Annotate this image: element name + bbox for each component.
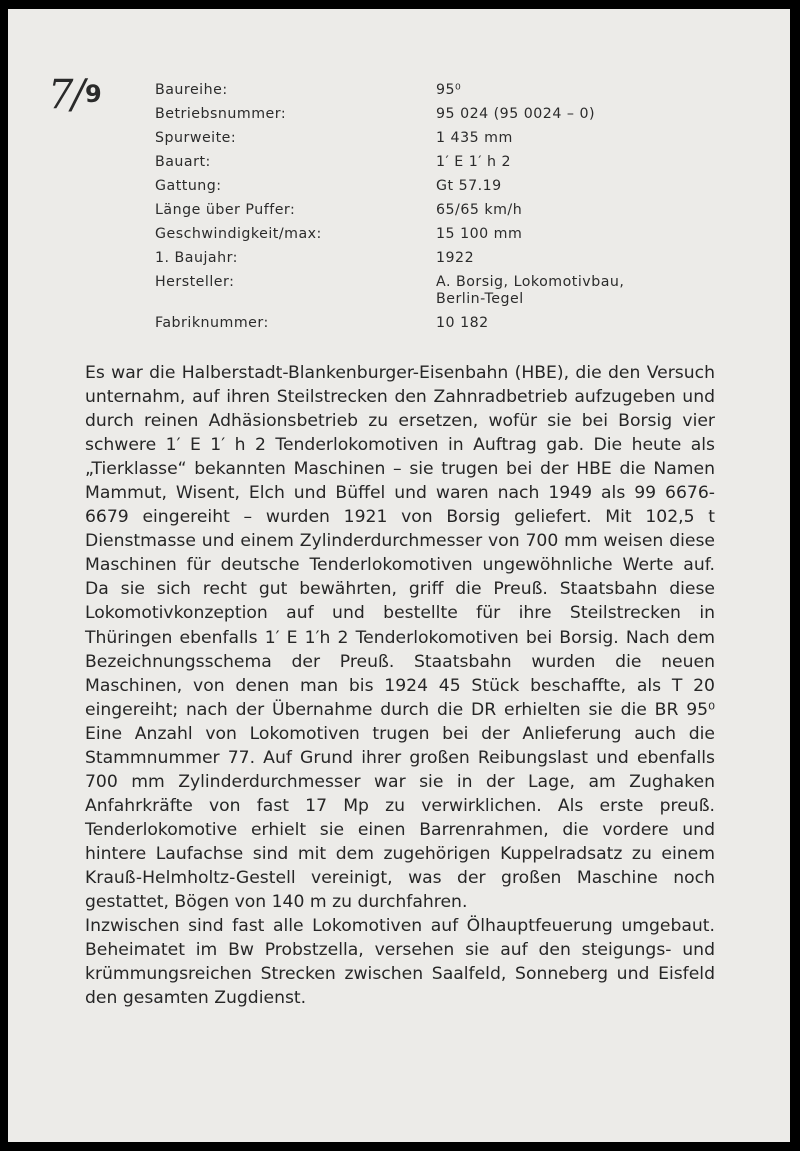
spec-row	[147, 270, 676, 311]
description-text	[85, 361, 715, 1010]
spec-value: Gt 57.19	[436, 178, 502, 194]
spec-label: Spurweite:	[155, 130, 237, 146]
spec-value-line2: Berlin-Tegel	[436, 291, 524, 307]
spec-label: Hersteller:	[155, 274, 235, 290]
spec-label: Bauart:	[155, 154, 211, 170]
description-paragraph: Es war die Halberstadt-Blankenburger-Eisenbahn (HBE), die den Versuch unternahm, auf ihren Steilstrecken den Zahnradbetrieb aufzugeben und durch reinen Adhäsionsbetrieb zu ersetzen, wofür sie bei Borsig vier schwere 1′ E 1′ h 2 Tenderlokomotiven in Auftrag gab. Die heute als „Tierklasse“ bekannten Maschinen – sie trugen bei der HBE die Namen Mammut, Wisent, Elch und Büffel und waren nach 1949 als 99 6676-6679 eingereiht – wurden 1921 von Borsig geliefert. Mit 102,5 t Dienstmasse und einem Zylinderdurchmesser von 700 mm weisen diese Maschinen für deutsche Tenderlokomotiven ungewöhnliche Werte auf. Da sie sich recht gut bewährten, griff die Preuß. Staatsbahn diese Lokomotivkonzeption auf und bestellte für ihre Steilstrecken in Thüringen ebenfalls 1′ E 1′h 2 Tenderlokomotiven bei Borsig. Nach dem Bezeichnungsschema der Preuß. Staatsbahn wurden die neuen Maschinen, von denen man bis 1924 45 Stück beschaffte, als T 20 eingereiht; nach der Übernahme durch die DR erhielten sie die BR 95⁰ Eine Anzahl von Lokomotiven trugen bei der Anlieferung auch die Stammnummer 77. Auf Grund ihrer großen Reibungslast und ebenfalls 700 mm Zylinderdurchmesser war sie in der Lage, am Zughaken Anfahrkräfte von fast 17 Mp zu verwirklichen. Als erste preuß. Tenderlokomotive erhielt sie einen Barrenrahmen, die vordere und hintere Laufachse sind mit dem zugehörigen Kuppelradsatz zu einem Krauß-Helmholtz-Gestell vereinigt, was der großen Maschine noch gestattet, Bögen von 140 m zu durchfahren.	[85, 363, 715, 913]
spec-label: Betriebsnummer:	[155, 106, 287, 122]
spec-table	[147, 78, 676, 335]
spec-value: 10 182	[436, 315, 489, 331]
description-paragraph: Inzwischen sind fast alle Lokomotiven auf Ölhauptfeuerung umgebaut. Beheimatet im Bw Probstzella, versehen sie auf den steigungs- und krümmungsreichen Strecken zwischen Saalfeld, Sonneberg und Eisfeld den gesamten Zugdienst.	[85, 916, 715, 1009]
handwritten-note	[48, 72, 100, 118]
spec-label: Baureihe:	[155, 82, 228, 98]
spec-value: 1′ E 1′ h 2	[436, 154, 512, 170]
spec-label: 1. Baujahr:	[155, 250, 238, 266]
spec-value: 65/65 km/h	[436, 202, 523, 218]
spec-value-line1: A. Borsig, Lokomotivbau,	[436, 274, 625, 290]
spec-row	[147, 222, 676, 246]
spec-value: 95 024 (95 0024 – 0)	[436, 106, 596, 122]
spec-label: Gattung:	[155, 178, 222, 194]
spec-row	[147, 198, 676, 222]
spec-label: Fabriknummer:	[155, 315, 269, 331]
spec-value: 1 435 mm	[436, 130, 513, 146]
handwritten-note-main: 7/	[48, 72, 83, 118]
spec-row	[147, 150, 676, 174]
spec-row	[147, 78, 676, 102]
spec-row	[147, 102, 676, 126]
spec-value	[436, 270, 676, 311]
spec-row	[147, 246, 676, 270]
handwritten-note-sub: 9	[84, 80, 100, 108]
spec-label: Geschwindigkeit/max:	[155, 226, 322, 242]
spec-row	[147, 311, 676, 335]
spec-row	[147, 174, 676, 198]
spec-value: 1922	[436, 250, 475, 266]
spec-row	[147, 126, 676, 150]
spec-value: 95⁰	[436, 82, 462, 98]
spec-label: Länge über Puffer:	[155, 202, 296, 218]
spec-value: 15 100 mm	[436, 226, 523, 242]
